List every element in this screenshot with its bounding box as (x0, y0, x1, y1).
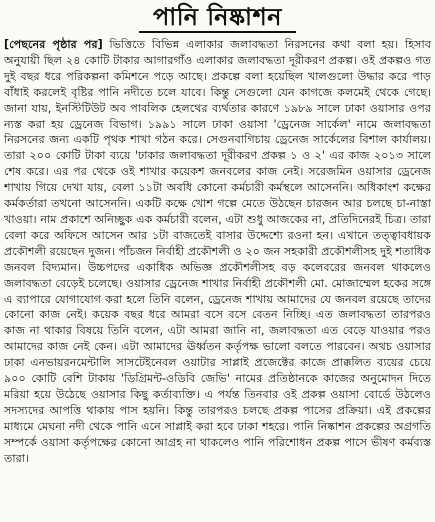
article-body-text: ভিত্তিতে বিভিন্ন এলাকার জলাবদ্ধতা নিরসনের কথা বলা হয়। হিসাব অনুযায়ী ছিল ২৪ কোটি টাকার আগারগাঁও এলাকার জলাবদ্ধতা দূরীকরণ প্রকল্প। ওই প্রকল্পও গত দুই বছর ধরে পরিকল্পনা কমিশনে পড়ে আছে। প্রকল্পে বলা হয়েছিল খালগুলো উদ্ধার করে পাড় বাঁধাই করলেই বৃষ্টির পানি নদীতে চলে যাবে। কিন্তু সেগুলো যেন কাগজে কলমেই থেকে গেছে। জানা যায়, ইনস্টিটিউট অব পাবলিক হেলথের ব্যর্থতার কারণে ১৯৮৯ সালে ঢাকা ওয়াসার ওপর ন্যস্ত করা হয় ড্রেনেজ বিভাগ। ১৯৯১ সালে ঢাকা ওয়াসা 'ড্রেনেজ সার্কেল' নামে জলাবদ্ধতা নিরসনের জন্য একটি পৃথক শাখা গঠন করে। সেগুনবাগিচায় ড্রেনেজ সার্কেলের বিশাল কার্যালয়। তারা ২০০ কোটি টাকা ব্যয়ে 'ঢাকার জলাবদ্ধতা দূরীকরণ প্রকল্প ১ ও ২' এর কাজ ২০১৩ সালে শেষ করে। এর পর থেকে ওই শাখার কয়েকশ জনবলের কাজ নেই। সরেজমিন ওয়াসার ড্রেনেজ শাখায় গিয়ে দেখা যায়, বেলা ১১টা অবধি কোনো কর্মচারী কর্মস্থলে আসেননি। অধিকাংশ কক্ষের কর্মকর্তারা তখনো আসেননি। একটি কক্ষে খোশ গল্পে মেতে উঠছেন চারজন আর চলছে চা-নাস্তা খাওয়া। নাম প্রকাশে অনিচ্ছুক এক কর্মচারী বলেন, এটা শুধু আজকের না, প্রতিদিনেরই চিত্র। তারা বেলা করে অফিসে আসেন আর ১টা বাজতেই বাসার উদ্দেশ্যে রওনা হন। এখানে তত্ত্বাবধায়ক প্রকৌশলী রয়েছেন দুজন। পাঁচজন নির্বাহী প্রকৌশলী ও ২০ জন সহকারী প্রকৌশলীসহ দুই শতাধিক জনবল বিদ্যমান। উচ্চপদের একাধিক অভিজ্ঞ প্রকৌশলীসহ বড় কলেবরের জনবল থাকলেও জলাবদ্ধতা বেড়েই চলেছে। ওয়াসার ড্রেনেজ শাখার নির্বাহী প্রকৌশলী মো. মোজাম্মেল হকের সঙ্গে এ ব্যাপারে যোগাযোগ করা হলে তিনি বলেন, ড্রেনেজ শাখায় আমাদের যে জনবল রয়েছে তাদের কোনো কাজ নেই। কয়েক বছর ধরে আমরা বসে বসে বেতন নিচ্ছি। এত জলাবদ্ধতা তারপরও কাজ না থাকার বিষয়ে তিনি বলেন, এটা আমরা জানি না, জলাবদ্ধতা এত বেড়ে যাওয়ার পরও আমাদের কাজ নেই কেন। এটা আমাদের ঊর্ধ্বতন কর্তৃপক্ষ ভালো বলতে পারবেন। অথচ ওয়াসার ঢাকা এনভায়রনমেন্টালি সাসটেইনেবল ওয়াটার সাপ্লাই প্রজেক্টের কাজে প্রাক্কলিত ব্যয়ের চেয়ে ৯০০ কোটি বেশি টাকায় 'ডিগ্রিমন্ট-ওডিবি জেভি' নামের প্রতিষ্ঠানকে কাজের অনুমোদন দিতে মরিয়া হয়ে উঠেছে ওয়াসার কিছু কর্তাব্যক্তি। এ পর্যন্ত তিনবার ওই প্রকল্প ওয়াসা বোর্ডে উঠলেও সদস্যদের আপত্তি থাকায় পাস হয়নি। কিন্তু তারপরও চলছে প্রকল্প পাসের প্রক্রিয়া। এই প্রকল্পের মাধ্যমে মেঘনা নদী থেকে পানি এনে সাপ্লাই করা হবে ঢাকা শহরে। পানি নিষ্কাশন প্রকল্পের অগ্রগতি সম্পর্কে ওয়াসা কর্তৃপক্ষের কোনো আগ্রহ না থাকলেও পানি পরিশোধন প্রকল্প পাসে ভীষণ কর্মব্যস্ত তারা। (4, 38, 431, 465)
article-title: পানি নিষ্কাশন (139, 3, 296, 33)
continuation-label: [পেছনের পৃষ্ঠার পর] (4, 38, 103, 51)
article-body (4, 37, 431, 519)
headline-bar (4, 3, 431, 33)
